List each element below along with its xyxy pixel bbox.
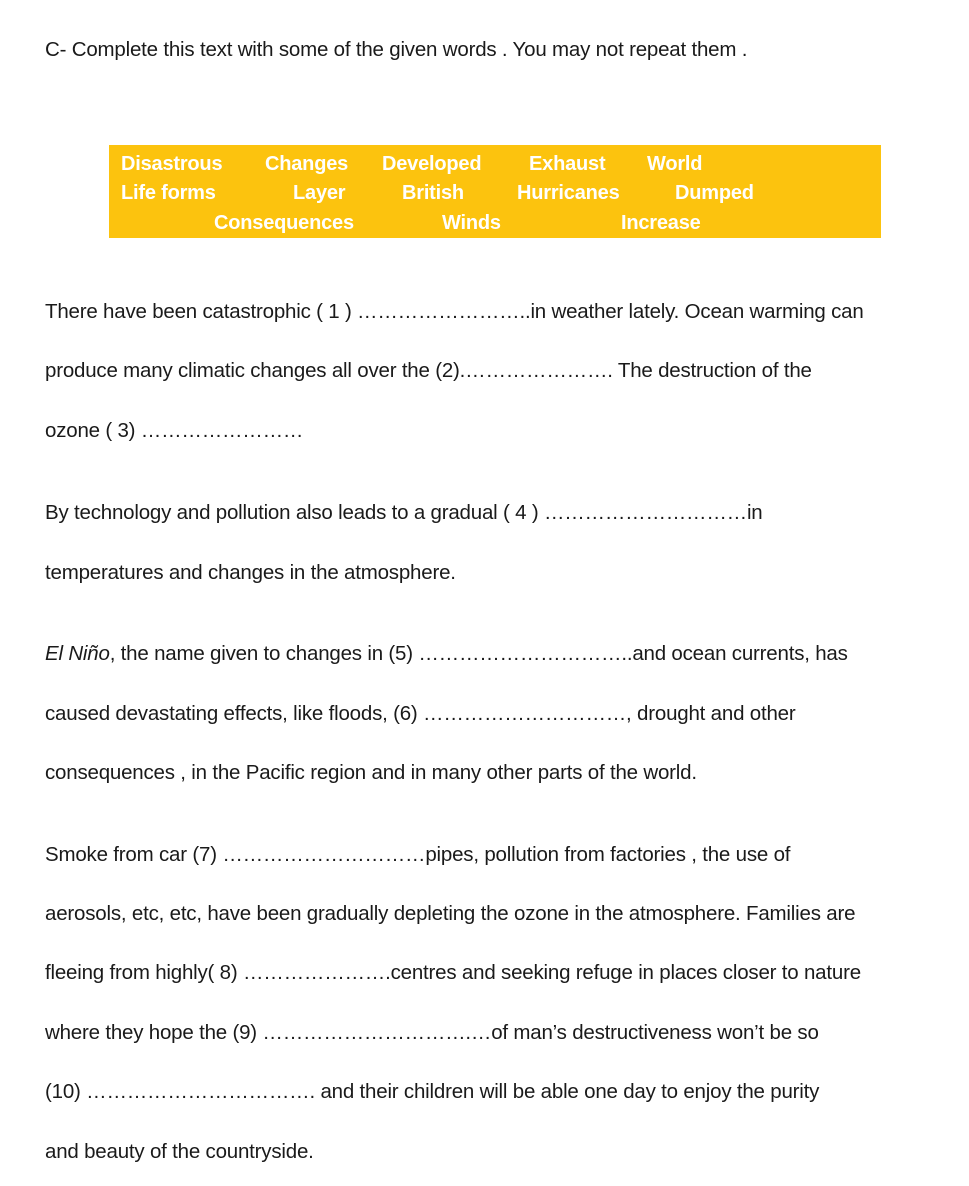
paragraph3-line3: consequences , in the Pacific region and in many other parts of the world.: [45, 761, 697, 784]
paragraph4-line2: aerosols, etc, etc, have been gradually depleting the ozone in the atmosphere. Families are: [45, 902, 856, 925]
word-exhaust: Exhaust: [529, 153, 606, 175]
paragraph3-line1: [45, 641, 848, 667]
word-world: World: [647, 153, 703, 175]
word-developed: Developed: [382, 153, 482, 175]
paragraph4-line3: fleeing from highly( 8) ………………….centres and seeking refuge in places closer to nature: [45, 961, 861, 984]
word-life-forms: Life forms: [121, 182, 216, 204]
word-increase: Increase: [621, 212, 701, 234]
instruction-heading: C- Complete this text with some of the given words . You may not repeat them .: [45, 38, 748, 61]
word-hurricanes: Hurricanes: [517, 182, 620, 204]
paragraph2-line2: temperatures and changes in the atmosphere.: [45, 561, 456, 584]
word-changes: Changes: [265, 153, 349, 175]
paragraph4-line5: (10) ……………………………. and their children will be able one day to enjoy the purity: [45, 1080, 820, 1103]
word-disastrous: Disastrous: [121, 153, 223, 175]
paragraph3-line2: caused devastating effects, like floods, (6) …………………………, drought and other: [45, 702, 796, 725]
el-nino-term: El Niño: [45, 642, 110, 665]
paragraph1-line3: ozone ( 3) ……………………: [45, 419, 304, 442]
paragraph2-line1: By technology and pollution also leads to a gradual ( 4 ) …………………………in: [45, 501, 763, 524]
paragraph4-line1: Smoke from car (7) …………………………pipes, pollution from factories , the use of: [45, 843, 791, 866]
word-bank-box: [109, 145, 881, 238]
paragraph4-line6: and beauty of the countryside.: [45, 1140, 314, 1163]
paragraph3-line1-text: , the name given to changes in (5) …………………………..and ocean currents, has: [109, 642, 848, 665]
word-british: British: [402, 182, 464, 204]
paragraph4-line4: where they hope the (9) ………………………….…of man’s destructiveness won’t be so: [45, 1021, 819, 1044]
paragraph1-line2: produce many climatic changes all over the (2).…………………. The destruction of the: [45, 359, 812, 382]
paragraph1-line1: There have been catastrophic ( 1 ) ……………………..in weather lately. Ocean warming can: [45, 300, 864, 323]
word-winds: Winds: [442, 212, 501, 234]
word-dumped: Dumped: [675, 182, 754, 204]
word-layer: Layer: [293, 182, 346, 204]
word-consequences: Consequences: [214, 212, 354, 234]
